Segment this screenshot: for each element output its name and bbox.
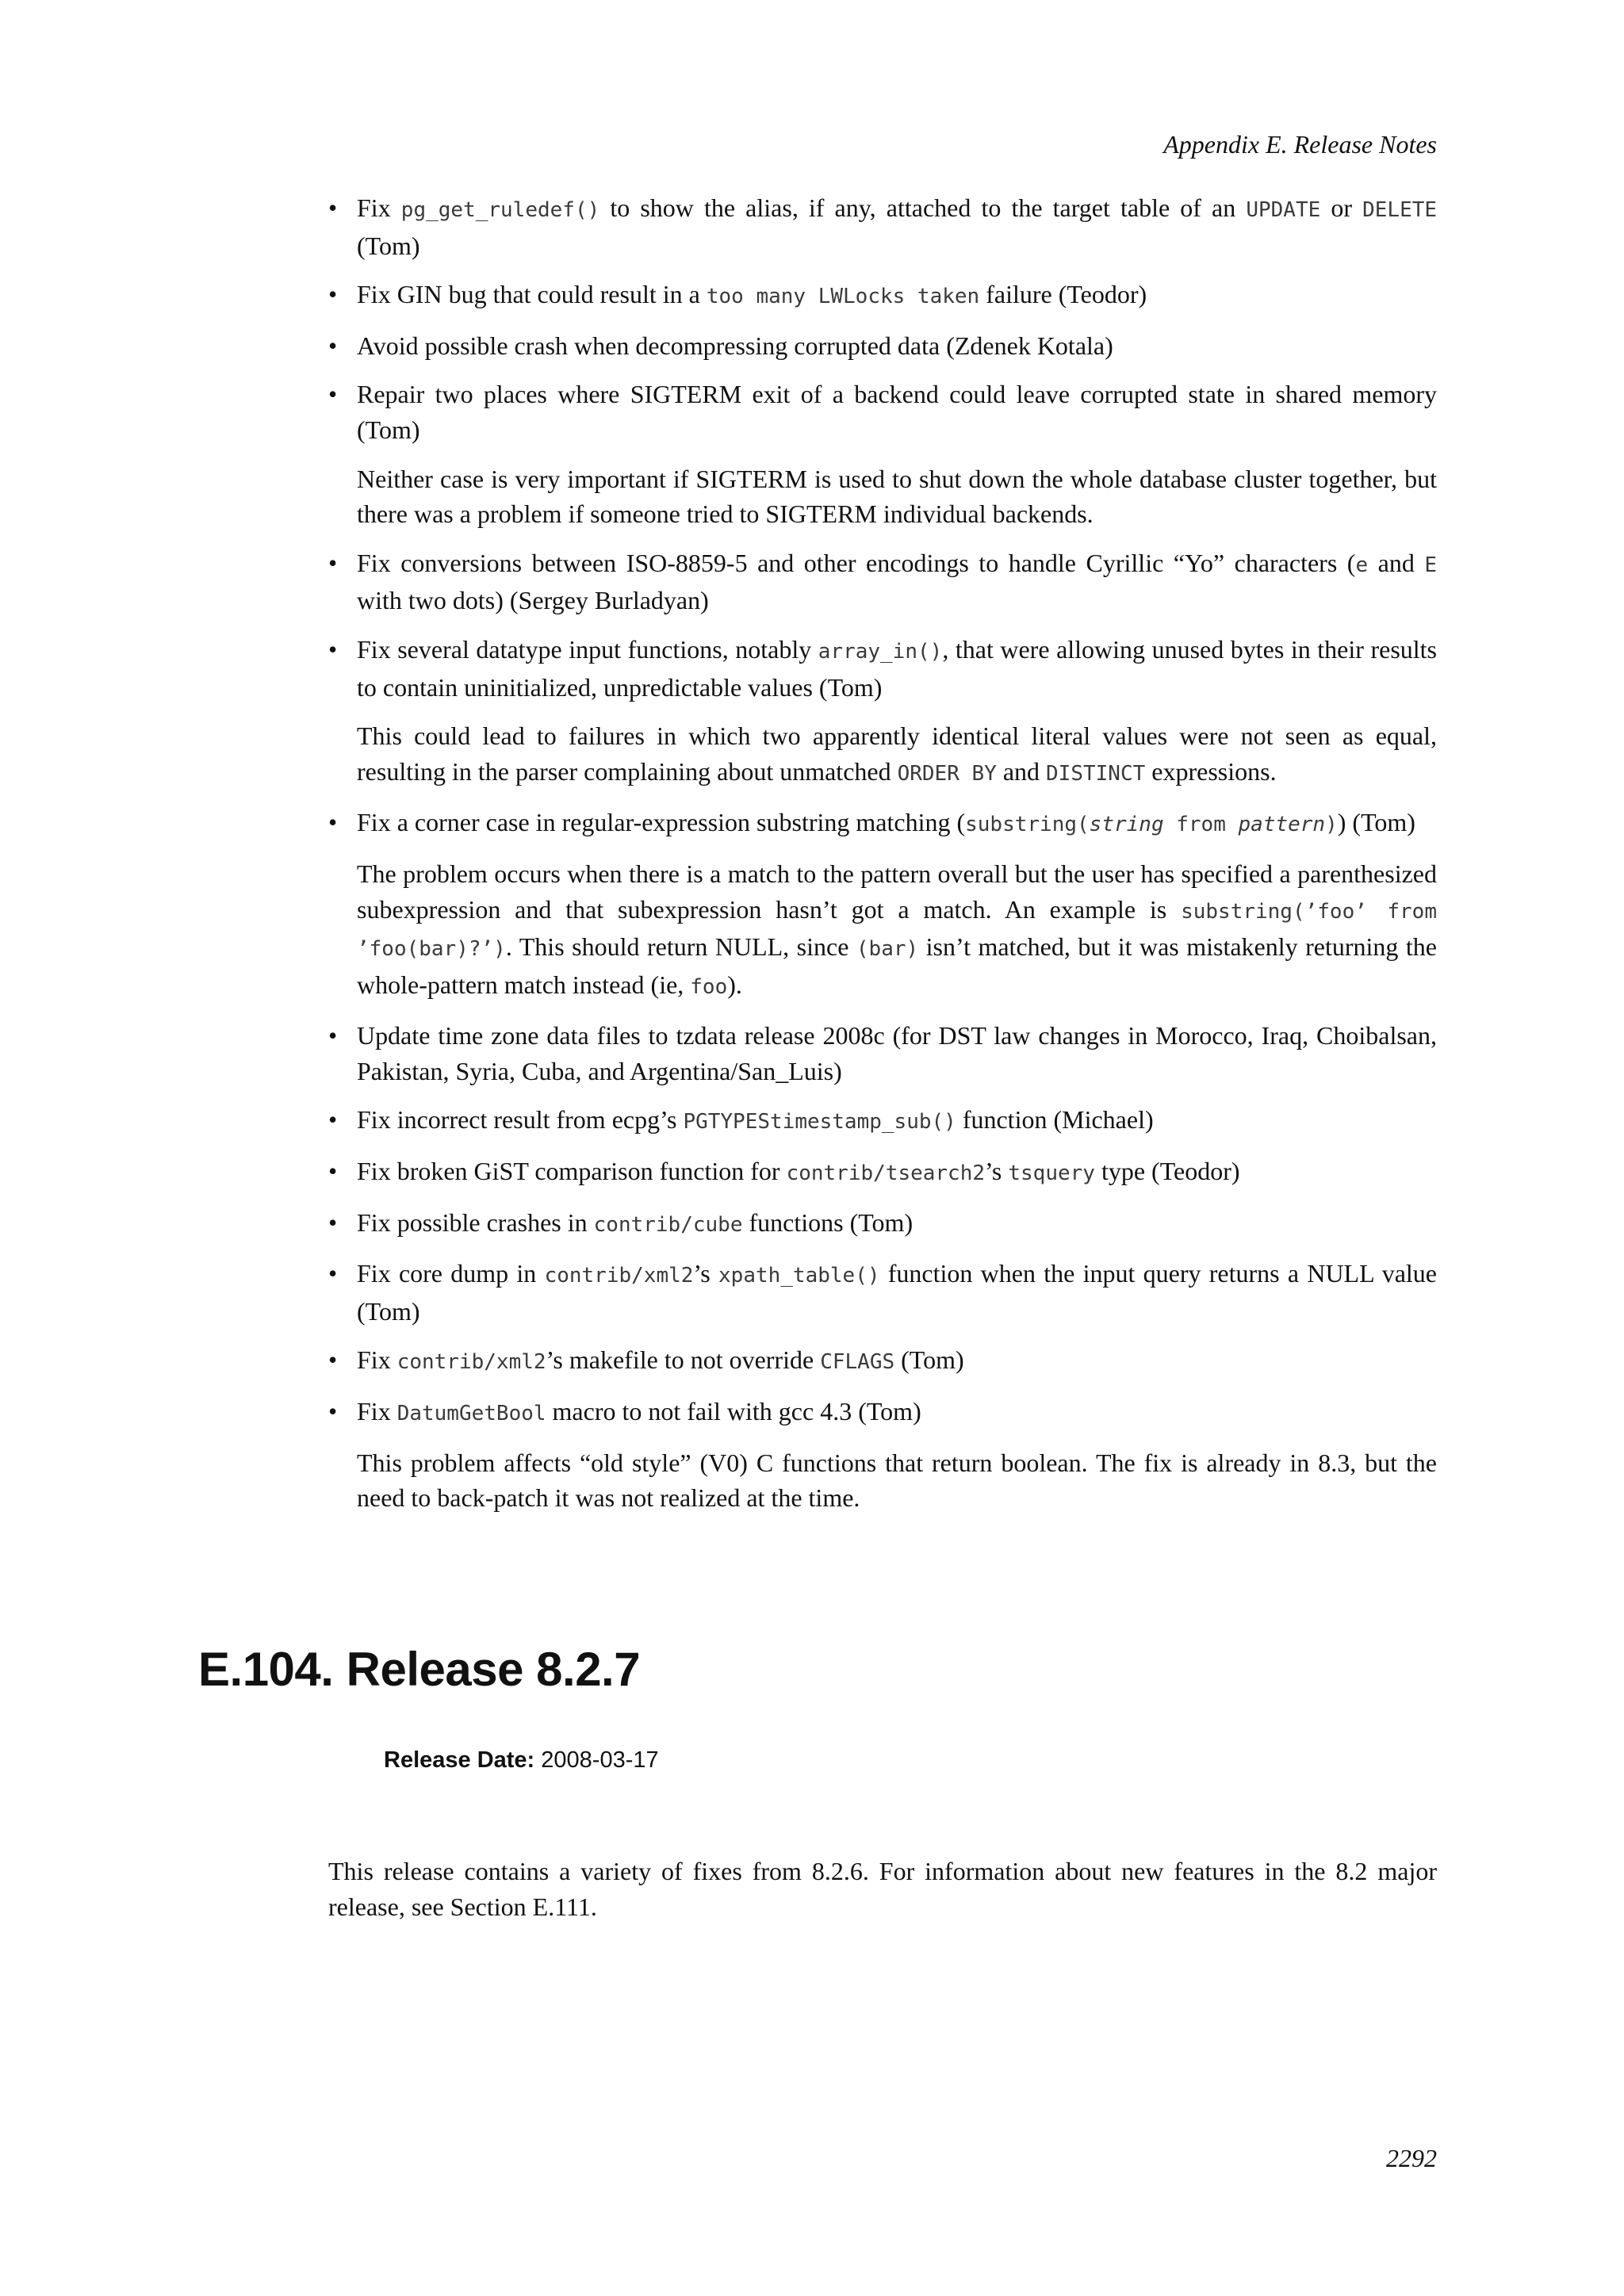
item-text (357, 805, 1437, 843)
text-run: Fix GIN bug that could result in a (357, 280, 707, 309)
code-run: contrib/cube (593, 1212, 743, 1237)
code-run: tsquery (1008, 1161, 1095, 1186)
text-run: Fix several datatype input functions, notably (357, 634, 818, 664)
item-text (357, 190, 1437, 263)
release-date-label: Release Date: (384, 1747, 535, 1773)
code-run: DatumGetBool (396, 1402, 546, 1426)
list-item (357, 1205, 1437, 1243)
code-run: foo (690, 974, 728, 999)
list-item (357, 1342, 1437, 1380)
item-text (357, 1102, 1437, 1140)
item-text (357, 277, 1437, 315)
list-item (357, 190, 1437, 263)
item-text (357, 1205, 1437, 1243)
text-run: ’s (985, 1157, 1009, 1186)
text-run: function when the input query returns a NULL value (Tom) (357, 1259, 1438, 1326)
text-run: failure (Teodor) (979, 280, 1147, 309)
text-run: Fix (357, 1345, 397, 1375)
text-run: Update time zone data files to tzdata release 2008c (for DST law changes in Morocco, Iraq, Choibalsan, Pakistan, Syria, Cuba, and Argentina/San_Luis) (357, 1021, 1437, 1085)
text-run: and (1368, 548, 1425, 577)
item-note (357, 856, 1450, 1004)
text-run: . This should return NULL, since (505, 932, 856, 962)
code-run: pattern (1238, 813, 1326, 837)
text-run: or (1320, 193, 1363, 222)
code-run: PGTYPEStimestamp_sub() (683, 1110, 956, 1135)
list-item (357, 1102, 1437, 1140)
text-run: functions (Tom) (742, 1207, 914, 1237)
text-run: Neither case is very important if SIGTERM is used to shut down the whole database cluster together, but there was a problem if someone tried to SIGTERM individual backends. (357, 464, 1437, 529)
code-run: ) (1325, 813, 1338, 837)
list-item (357, 1394, 1437, 1516)
text-run: Fix possible crashes in (357, 1207, 594, 1237)
text-run: ’s (693, 1259, 719, 1288)
item-text (357, 328, 1437, 364)
code-run: substring(’foo’ from ’foo(bar)?’) (357, 899, 1450, 962)
list-item (357, 1256, 1437, 1329)
text-run: ) (Tom) (1337, 808, 1415, 837)
item-text (357, 1342, 1437, 1380)
code-run: contrib/xml2 (396, 1350, 546, 1375)
text-run: , that were allowing unused bytes in their results to contain uninitialized, unpredictable values (Tom) (357, 634, 1438, 702)
code-run: from (1163, 813, 1239, 837)
item-text (357, 1154, 1437, 1192)
list-item (357, 545, 1437, 618)
code-run: E (1424, 553, 1438, 577)
code-run: contrib/tsearch2 (786, 1161, 986, 1186)
item-note (357, 1445, 1437, 1516)
release-notes-list (328, 190, 1450, 1529)
text-run: Fix conversions between ISO-8859-5 and other encodings to handle Cyrillic “Yo” characters ( (357, 548, 1356, 577)
text-run: Avoid possible crash when decompressing corrupted data (Zdenek Kotala) (357, 331, 1113, 360)
item-text (357, 632, 1437, 705)
text-run: Fix (357, 1397, 397, 1426)
text-run: (Tom) (357, 231, 420, 260)
text-run: Fix (357, 193, 401, 222)
text-run: Fix incorrect result from ecpg’s (357, 1105, 684, 1135)
list-item (357, 632, 1437, 791)
text-run: ). (727, 970, 742, 999)
item-text (357, 1256, 1437, 1329)
code-run: string (1089, 813, 1164, 837)
release-date-value: 2008-03-17 (541, 1747, 659, 1773)
list-item (357, 277, 1437, 315)
code-run: ORDER BY (897, 761, 997, 786)
list-item (357, 328, 1437, 364)
text-run: to show the alias, if any, attached to the target table of an (599, 193, 1247, 222)
text-run: macro to not fail with gcc 4.3 (Tom) (546, 1397, 921, 1426)
text-run: isn’t matched, but it was mistakenly returning the whole-pattern match instead (ie, (357, 932, 1438, 999)
text-run: expressions. (1145, 756, 1277, 786)
release-date (384, 1744, 659, 1776)
item-text (357, 377, 1437, 447)
code-run: DELETE (1362, 198, 1438, 222)
text-run: with two dots) (Sergey Burladyan) (357, 586, 709, 615)
section-intro: This release contains a variety of fixes from 8.2.6. For information about new features in the 8.2 major release, see Section E.111. (328, 1857, 1437, 1921)
text-run: Fix a corner case in regular-expression substring matching ( (357, 808, 966, 837)
code-run: (bar) (856, 937, 919, 962)
list-item (357, 1154, 1437, 1192)
text-run: The problem occurs when there is a match to the pattern overall but the user has specified a parenthesized subexpression and that subexpression hasn’t got a match. An example is (357, 859, 1437, 924)
text-run: This problem affects “old style” (V0) C functions that return boolean. The fix is already in 8.3, but the need to back-patch it was not realized at the time. (357, 1448, 1437, 1513)
item-note (357, 718, 1437, 791)
text-run: ’s makefile to not override (546, 1345, 821, 1375)
text-run: (Tom) (894, 1345, 964, 1375)
list-item (357, 805, 1450, 1004)
code-run: array_in() (818, 639, 943, 664)
code-run: too many LWLocks taken (706, 285, 980, 309)
text-run: function (Michael) (956, 1105, 1154, 1135)
text-run: This could lead to failures in which two apparently identical literal values were not seen as equal, resulting in the parser complaining about unmatched (357, 721, 1437, 786)
code-run: UPDATE (1246, 198, 1321, 222)
item-note (357, 461, 1437, 532)
running-header: Appendix E. Release Notes (1163, 130, 1437, 159)
text-run: and (996, 756, 1047, 786)
list-item (357, 1018, 1437, 1089)
item-text (357, 545, 1437, 618)
section-heading: E.104. Release 8.2.7 (198, 1643, 641, 1696)
text-run: Repair two places where SIGTERM exit of a backend could leave corrupted state in shared memory (Tom) (357, 380, 1437, 444)
code-run: contrib/xml2 (544, 1264, 694, 1288)
item-text (357, 1018, 1437, 1089)
text-run: Fix core dump in (357, 1259, 545, 1288)
item-text (357, 1394, 1437, 1432)
text-run: Fix broken GiST comparison function for (357, 1157, 787, 1186)
code-run: CFLAGS (820, 1350, 895, 1375)
page-number: 2292 (1386, 2144, 1437, 2172)
list-item (357, 377, 1437, 531)
code-run: xpath_table() (718, 1264, 880, 1288)
code-run: substring( (965, 813, 1090, 837)
code-run: DISTINCT (1046, 761, 1146, 786)
code-run: pg_get_ruledef() (400, 198, 600, 222)
text-run: type (Teodor) (1094, 1157, 1240, 1186)
code-run: e (1355, 553, 1369, 577)
